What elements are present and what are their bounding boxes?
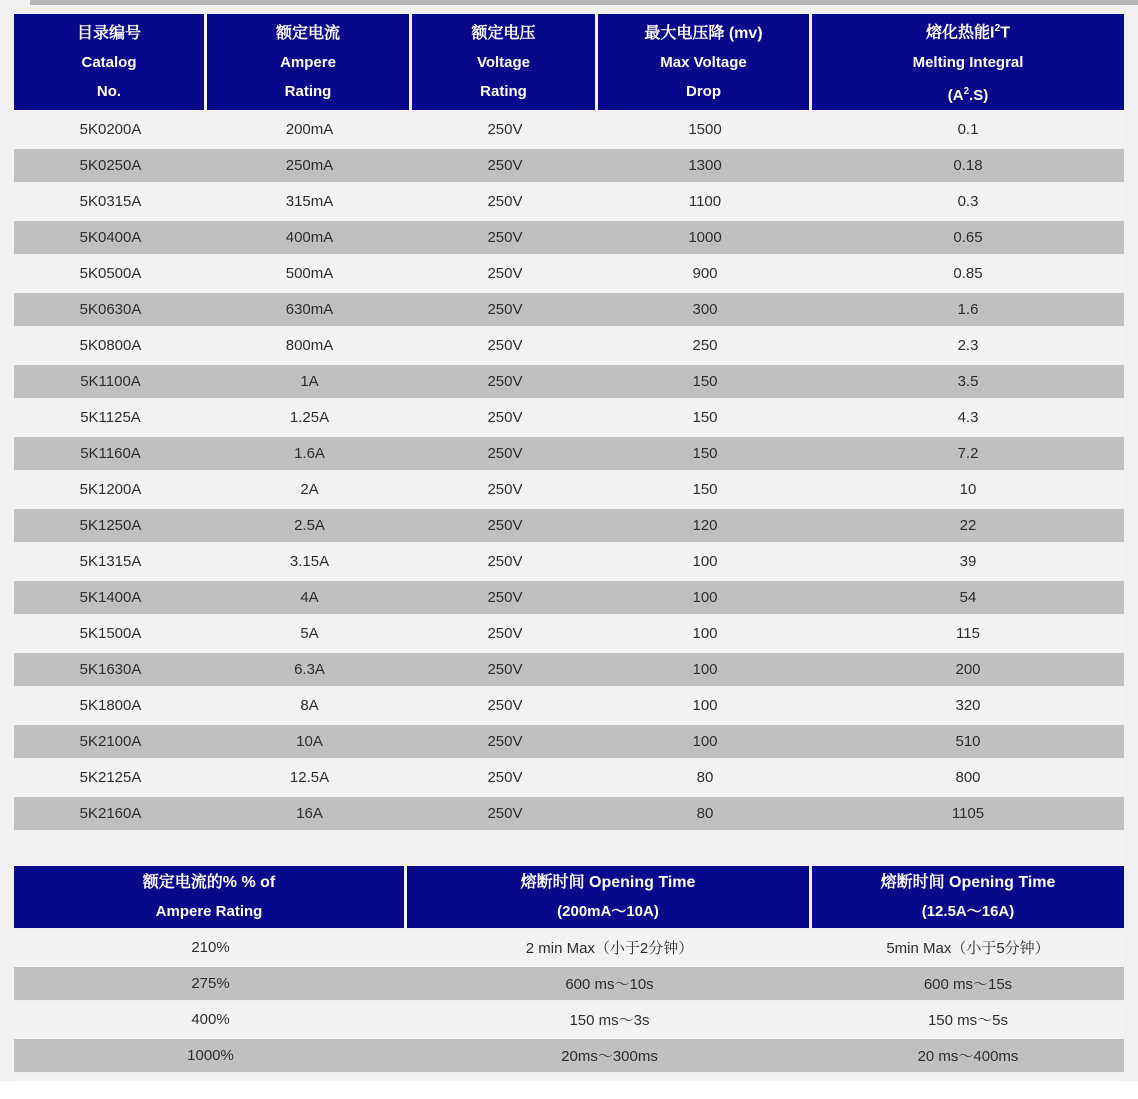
opening-time-table-header [14,866,1124,931]
table-cell: 5K1200A [14,473,207,509]
table-cell: 250V [412,329,598,365]
table-cell: 250V [412,221,598,257]
table-cell: 1000 [598,221,812,257]
table-cell: 5A [207,617,412,653]
col-header-opening-time-12a5-16a: 熔断时间 Opening Time (12.5A～16A) [812,866,1124,931]
table-cell: 315mA [207,185,412,221]
table-cell: 1A [207,365,412,401]
table-cell: 400% [14,1003,407,1039]
table-cell: 0.1 [812,113,1124,149]
table-cell: 5K1630A [14,653,207,689]
table-row [14,617,1124,653]
table-cell: 1.6A [207,437,412,473]
col-header-opening-time-200ma-10a: 熔断时间 Opening Time (200mA～10A) [407,866,812,931]
table-cell: 4A [207,581,412,617]
table-cell: 0.3 [812,185,1124,221]
table-cell: 1300 [598,149,812,185]
table-cell: 100 [598,581,812,617]
table-cell: 5K1125A [14,401,207,437]
table-cell: 250V [412,185,598,221]
table-cell: 5K0250A [14,149,207,185]
table-cell: 630mA [207,293,412,329]
col-header-percent-of-ampere-rating: 额定电流的% % of Ampere Rating [14,866,407,931]
table-cell: 5K2125A [14,761,207,797]
table-row [14,329,1124,365]
col-header-melting-integral: 熔化热能$I^2T$ Melting Integral $(A^2.S)$ [812,14,1124,113]
table-cell: 100 [598,725,812,761]
table-row [14,437,1124,473]
table-cell: 1000% [14,1039,407,1075]
table-cell: 5K1315A [14,545,207,581]
table-cell: 300 [598,293,812,329]
table-cell: 200mA [207,113,412,149]
table-row [14,931,1124,967]
table-cell: 250V [412,257,598,293]
table-cell: 3.15A [207,545,412,581]
table-cell: 5K1250A [14,509,207,545]
table-row [14,725,1124,761]
table-cell: 5K2100A [14,725,207,761]
table-cell: 39 [812,545,1124,581]
gap-cell [407,833,809,863]
table-cell: 250V [412,437,598,473]
table-cell: 120 [598,509,812,545]
table-cell: 250V [412,617,598,653]
table-cell: 150 [598,437,812,473]
table-cell: 7.2 [812,437,1124,473]
table-cell: 600 ms～10s [407,967,812,1003]
table-cell: 5K1400A [14,581,207,617]
header-row [14,866,1124,931]
col-header-catalog-no: 目录编号 Catalog No. [14,14,207,113]
table-gap-row [14,833,1124,863]
table-row [14,149,1124,185]
table-row [14,653,1124,689]
table-cell: 1100 [598,185,812,221]
table-cell: 250V [412,473,598,509]
table-cell: 10 [812,473,1124,509]
table-cell: 800mA [207,329,412,365]
table-row [14,185,1124,221]
table-cell: 250mA [207,149,412,185]
table-row [14,761,1124,797]
fuse-spec-table-body [14,113,1124,833]
table-cell: 250V [412,581,598,617]
table-cell: 2.5A [207,509,412,545]
content-area [14,14,1124,1081]
table-row [14,509,1124,545]
table-row [14,581,1124,617]
table-cell: 0.85 [812,257,1124,293]
table-row [14,797,1124,833]
table-cell: 150 [598,365,812,401]
table-cell: 1.25A [207,401,412,437]
table-row [14,113,1124,149]
table-cell: 200 [812,653,1124,689]
table-cell: 150 [598,401,812,437]
table-cell: 100 [598,689,812,725]
bottom-spacer-strip [14,1075,1124,1081]
table-cell: 5K0315A [14,185,207,221]
table-cell: 250V [412,725,598,761]
table-cell: 5K1500A [14,617,207,653]
table-cell: 100 [598,545,812,581]
table-cell: 250V [412,113,598,149]
header-row [14,14,1124,113]
table-cell: 2 min Max（小于2分钟） [407,931,812,967]
opening-time-table-body [14,931,1124,1075]
table-cell: 5K0500A [14,257,207,293]
table-cell: 5K0800A [14,329,207,365]
table-cell: 250V [412,149,598,185]
table-row [14,545,1124,581]
table-cell: 150 ms～5s [812,1003,1124,1039]
table-row [14,967,1124,1003]
table-cell: 1500 [598,113,812,149]
top-scrollbar-strip [30,0,1138,5]
table-cell: 250V [412,653,598,689]
table-cell: 4.3 [812,401,1124,437]
table-row [14,401,1124,437]
table-cell: 250V [412,761,598,797]
table-cell: 600 ms～15s [812,967,1124,1003]
table-cell: 510 [812,725,1124,761]
table-cell: 5K1100A [14,365,207,401]
table-cell: 0.65 [812,221,1124,257]
table-row [14,1039,1124,1075]
table-cell: 22 [812,509,1124,545]
col-header-max-voltage-drop: 最大电压降 (mv) Max Voltage Drop [598,14,812,113]
table-cell: 900 [598,257,812,293]
col-header-voltage-rating: 额定电压 Voltage Rating [412,14,598,113]
table-row [14,689,1124,725]
table-cell: 210% [14,931,407,967]
table-cell: 250V [412,797,598,833]
table-cell: 5K0400A [14,221,207,257]
table-cell: 20ms～300ms [407,1039,812,1075]
table-cell: 250V [412,293,598,329]
table-cell: 800 [812,761,1124,797]
table-row [14,1003,1124,1039]
table-cell: 5K1160A [14,437,207,473]
table-cell: 3.5 [812,365,1124,401]
table-cell: 250V [412,545,598,581]
table-row [14,365,1124,401]
table-cell: 320 [812,689,1124,725]
table-cell: 8A [207,689,412,725]
table-cell: 5min Max（小于5分钟） [812,931,1124,967]
table-cell: 250V [412,509,598,545]
table-cell: 1105 [812,797,1124,833]
fuse-spec-table-header [14,14,1124,113]
table-cell: 5K0200A [14,113,207,149]
table-cell: 150 [598,473,812,509]
table-row [14,473,1124,509]
gap-cell [14,833,404,863]
table-cell: 12.5A [207,761,412,797]
table-cell: 250 [598,329,812,365]
table-cell: 500mA [207,257,412,293]
table-cell: 1.6 [812,293,1124,329]
table-row [14,257,1124,293]
table-cell: 2A [207,473,412,509]
table-cell: 5K1800A [14,689,207,725]
table-cell: 10A [207,725,412,761]
table-cell: 16A [207,797,412,833]
table-cell: 150 ms～3s [407,1003,812,1039]
table-cell: 275% [14,967,407,1003]
table-cell: 54 [812,581,1124,617]
table-cell: 20 ms～400ms [812,1039,1124,1075]
table-row [14,293,1124,329]
table-cell: 250V [412,689,598,725]
table-cell: 400mA [207,221,412,257]
table-cell: 80 [598,797,812,833]
table-cell: 80 [598,761,812,797]
table-cell: 5K2160A [14,797,207,833]
gap-cell [812,833,1124,863]
table-cell: 5K0630A [14,293,207,329]
table-cell: 250V [412,365,598,401]
table-cell: 6.3A [207,653,412,689]
table-cell: 100 [598,653,812,689]
table-row [14,221,1124,257]
col-header-ampere-rating: 额定电流 Ampere Rating [207,14,412,113]
opening-time-table [14,866,1124,1075]
table-cell: 100 [598,617,812,653]
table-cell: 250V [412,401,598,437]
table-cell: 2.3 [812,329,1124,365]
table-cell: 115 [812,617,1124,653]
table-cell: 0.18 [812,149,1124,185]
fuse-spec-table [14,14,1124,833]
